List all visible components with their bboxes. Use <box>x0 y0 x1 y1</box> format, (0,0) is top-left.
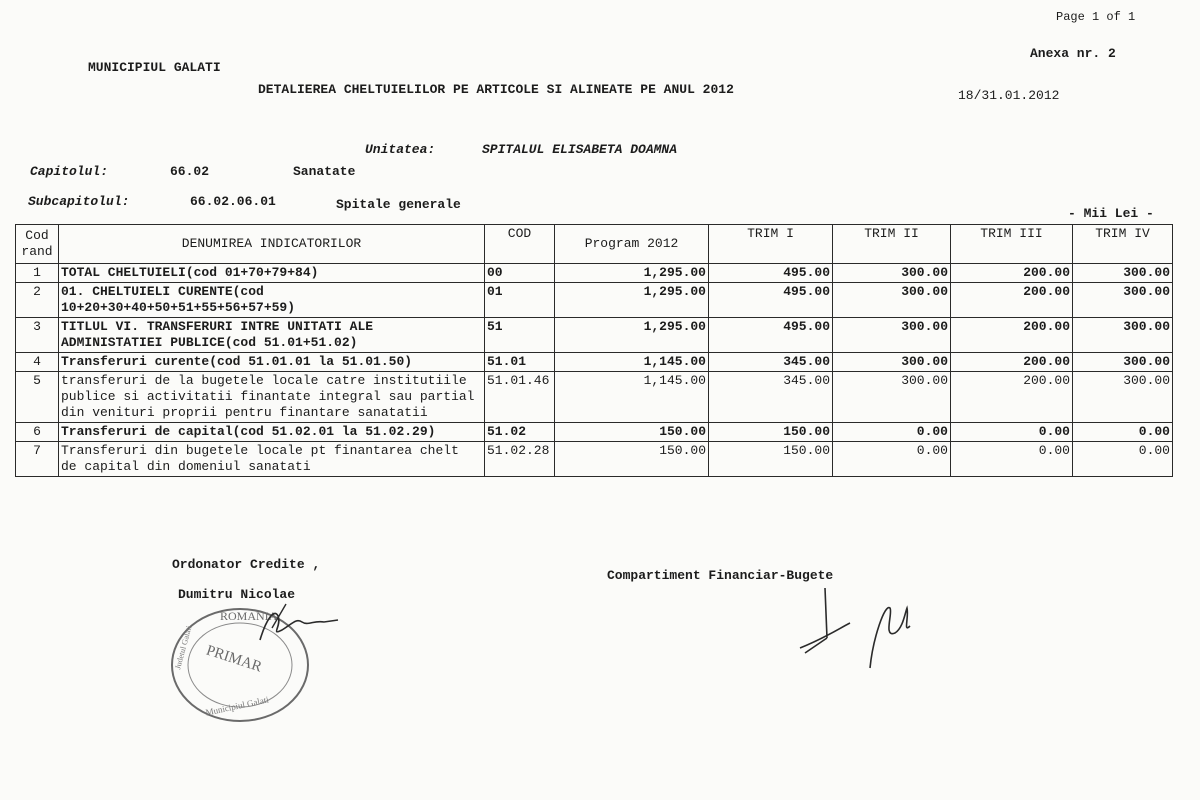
stamp-text-top: ROMANIA <box>220 609 278 623</box>
cell-rand: 7 <box>16 442 59 477</box>
header-trim-4: TRIM IV <box>1073 225 1173 264</box>
cell-trim-4: 300.00 <box>1073 353 1173 372</box>
chapter-name: Sanatate <box>293 164 356 179</box>
ordonator-name: Dumitru Nicolae <box>178 587 296 602</box>
header-trim-1: TRIM I <box>709 225 833 264</box>
annex-label: Anexa nr. 2 <box>1030 46 1116 61</box>
cell-trim-3: 200.00 <box>951 283 1073 318</box>
cell-trim-1: 495.00 <box>709 264 833 283</box>
table-header-row <box>16 225 1173 264</box>
stamp-text-center: PRIMAR <box>204 642 264 676</box>
cell-trim-3: 0.00 <box>951 442 1073 477</box>
cell-trim-1: 345.00 <box>709 372 833 423</box>
cell-trim-1: 495.00 <box>709 283 833 318</box>
table-row <box>16 442 1173 477</box>
expenses-table <box>15 224 1173 477</box>
document-title: DETALIEREA CHELTUIELILOR PE ARTICOLE SI ALINEATE PE ANUL 2012 <box>258 82 734 97</box>
cell-trim-3: 200.00 <box>951 264 1073 283</box>
cell-denumire: TOTAL CHELTUIELI(cod 01+70+79+84) <box>59 264 485 283</box>
cell-rand: 4 <box>16 353 59 372</box>
subchapter-code: 66.02.06.01 <box>190 194 276 209</box>
cell-trim-2: 0.00 <box>833 423 951 442</box>
cell-trim-3: 0.00 <box>951 423 1073 442</box>
ordonator-signature <box>252 600 342 650</box>
cell-trim-2: 300.00 <box>833 353 951 372</box>
page-info: Page 1 of 1 <box>1056 10 1136 24</box>
cell-denumire: Transferuri curente(cod 51.01.01 la 51.01.50) <box>59 353 485 372</box>
table-row <box>16 423 1173 442</box>
cell-program: 1,145.00 <box>555 372 709 423</box>
ordonator-title: Ordonator Credite , <box>172 557 321 572</box>
cell-cod: 51 <box>485 318 555 353</box>
cell-cod: 00 <box>485 264 555 283</box>
cell-rand: 5 <box>16 372 59 423</box>
header-trim-2: TRIM II <box>833 225 951 264</box>
unit-label: Unitatea: <box>365 142 436 157</box>
cell-program: 1,295.00 <box>555 264 709 283</box>
cell-trim-2: 300.00 <box>833 372 951 423</box>
unit-name: SPITALUL ELISABETA DOAMNA <box>482 142 678 157</box>
header-denumire: DENUMIREA INDICATORILOR <box>59 225 485 264</box>
subchapter-label: Subcapitolul: <box>28 194 130 209</box>
header-program: Program 2012 <box>555 225 709 264</box>
cell-trim-2: 300.00 <box>833 283 951 318</box>
cell-trim-4: 300.00 <box>1073 264 1173 283</box>
cell-trim-2: 300.00 <box>833 264 951 283</box>
cell-cod: 01 <box>485 283 555 318</box>
cell-cod: 51.01 <box>485 353 555 372</box>
cell-denumire: 01. CHELTUIELI CURENTE(cod 10+20+30+40+50+51+55+56+57+59) <box>59 283 485 318</box>
cell-cod: 51.02 <box>485 423 555 442</box>
table-row <box>16 264 1173 283</box>
chapter-code: 66.02 <box>170 164 210 179</box>
cell-cod: 51.02.28 <box>485 442 555 477</box>
cell-program: 150.00 <box>555 442 709 477</box>
cell-rand: 6 <box>16 423 59 442</box>
cell-trim-3: 200.00 <box>951 353 1073 372</box>
table-row <box>16 353 1173 372</box>
header-cod: COD <box>485 225 555 264</box>
cell-denumire: TITLUL VI. TRANSFERURI INTRE UNITATI ALE ADMINISTATIEI PUBLICE(cod 51.01+51.02) <box>59 318 485 353</box>
cell-trim-1: 345.00 <box>709 353 833 372</box>
cell-denumire: transferuri de la bugetele locale catre institutiile publice si activitatii finantate integral sau partial din venituri proprii pentru finantare sanatatii <box>59 372 485 423</box>
table-row <box>16 283 1173 318</box>
header-cod-rand: Cod rand <box>16 225 59 264</box>
cell-program: 1,145.00 <box>555 353 709 372</box>
compartment-signature <box>795 578 925 678</box>
table-row <box>16 372 1173 423</box>
cell-rand: 3 <box>16 318 59 353</box>
table-row <box>16 318 1173 353</box>
cell-trim-2: 0.00 <box>833 442 951 477</box>
cell-trim-4: 300.00 <box>1073 372 1173 423</box>
stamp-text-left: Judetul Galati <box>173 624 194 671</box>
cell-cod: 51.01.46 <box>485 372 555 423</box>
cell-trim-4: 0.00 <box>1073 442 1173 477</box>
cell-trim-4: 300.00 <box>1073 283 1173 318</box>
cell-trim-3: 200.00 <box>951 318 1073 353</box>
subchapter-name: Spitale generale <box>336 197 461 212</box>
compartment-title: Compartiment Financiar-Bugete <box>607 568 834 583</box>
cell-rand: 1 <box>16 264 59 283</box>
cell-denumire: Transferuri din bugetele locale pt finantarea chelt de capital din domeniul sanatati <box>59 442 485 477</box>
header-trim-3: TRIM III <box>951 225 1073 264</box>
cell-trim-3: 200.00 <box>951 372 1073 423</box>
currency-unit: - Mii Lei - <box>1068 206 1154 221</box>
cell-program: 1,295.00 <box>555 283 709 318</box>
cell-program: 150.00 <box>555 423 709 442</box>
chapter-label: Capitolul: <box>30 164 109 179</box>
cell-rand: 2 <box>16 283 59 318</box>
municipality: MUNICIPIUL GALATI <box>88 60 221 75</box>
cell-trim-1: 495.00 <box>709 318 833 353</box>
cell-trim-1: 150.00 <box>709 442 833 477</box>
cell-program: 1,295.00 <box>555 318 709 353</box>
cell-trim-4: 300.00 <box>1073 318 1173 353</box>
cell-trim-4: 0.00 <box>1073 423 1173 442</box>
cell-denumire: Transferuri de capital(cod 51.02.01 la 51.02.29) <box>59 423 485 442</box>
cell-trim-2: 300.00 <box>833 318 951 353</box>
cell-trim-1: 150.00 <box>709 423 833 442</box>
stamp-text-bottom: Municipiul Galati <box>204 694 270 718</box>
document-reference: 18/31.01.2012 <box>958 88 1060 103</box>
